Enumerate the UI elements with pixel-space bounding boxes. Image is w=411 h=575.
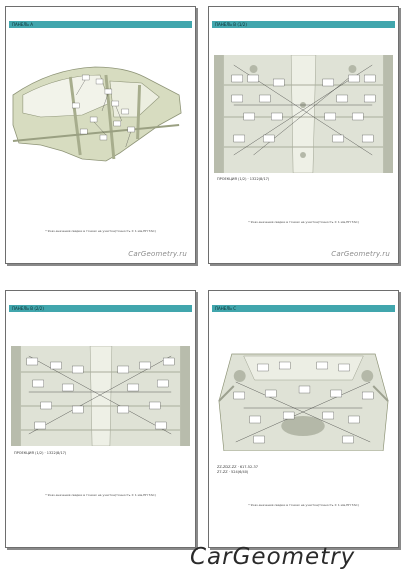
- page-header-bar: [9, 305, 192, 312]
- document-page-2: [208, 6, 399, 264]
- page-header-text: ПАНЕЛЬ В (1/2): [215, 22, 247, 27]
- page-watermark: CarGeometry.ru: [128, 250, 187, 258]
- page-header-text: ПАНЕЛЬ А: [12, 22, 34, 27]
- underbody-photo: [214, 55, 393, 173]
- rear-floor-photo: [214, 346, 393, 451]
- figure-caption: ПРОЕКЦИЯ (1/2) · 1322(8/17): [14, 451, 67, 455]
- page-header-text: ПАНЕЛЬ С: [215, 306, 237, 311]
- site-watermark: CarGeometry: [190, 544, 356, 570]
- page-watermark: CarGeometry.ru: [331, 250, 390, 258]
- underbody-photo: [11, 346, 190, 446]
- page-footnote: * Указ.значения сварки в точках на участке(точность ± 1 мм,ПП ТАС): [248, 503, 359, 507]
- page-header-bar: [212, 21, 395, 28]
- page-header-bar: [212, 305, 395, 312]
- document-page-1: [5, 6, 196, 264]
- figure-caption: ПРОЕКЦИЯ (1/2) · 1322(8/17): [217, 177, 270, 181]
- page-footnote: * Указ.значения сварки в точках на участке(точность ± 1 мм,ПП ТАС): [45, 493, 156, 497]
- page-header-bar: [9, 21, 192, 28]
- figure-caption: ZZ-ZDZ-ZZ · 617-52-37 Z7-ZZ · 524(6/40): [217, 465, 258, 474]
- page-footnote: * Указ.значения сварки в точках на участке(точность ± 1 мм,ПП ТАС): [45, 229, 156, 233]
- page-footnote: * Указ.значения сварки в точках на участке(точность ± 1 мм,ПП ТАС): [248, 220, 359, 224]
- page-header-text: ПАНЕЛЬ В (2/2): [12, 306, 44, 311]
- body-side-photo: [11, 55, 190, 165]
- document-page-3: [5, 290, 196, 548]
- document-page-4: [208, 290, 399, 548]
